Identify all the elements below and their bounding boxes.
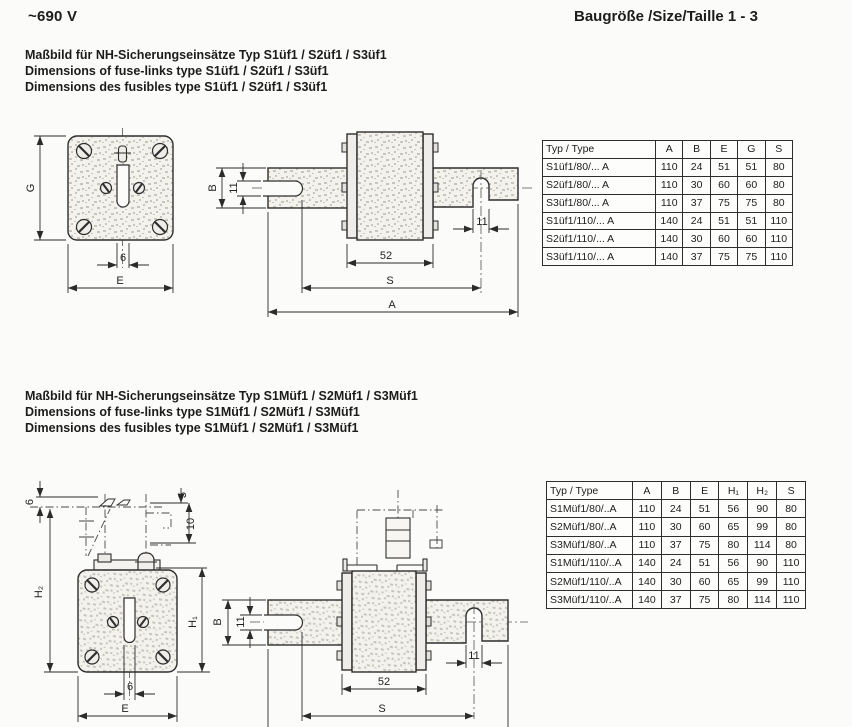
voltage-rating: ~690 V xyxy=(28,8,78,25)
value-cell: 110 xyxy=(633,518,662,536)
dim-label-11-right-1: 11 xyxy=(476,216,488,228)
column-header: H₂ xyxy=(748,482,777,500)
section1-title-en: Dimensions of fuse-links type S1üf1 / S2üf1 / S3üf1 xyxy=(25,64,329,78)
value-cell: 75 xyxy=(738,248,765,266)
value-cell: 60 xyxy=(710,176,737,194)
section1-title-block xyxy=(25,47,387,95)
type-cell: S3üf1/110/... A xyxy=(543,248,656,266)
dim-label-11-left-2: 11 xyxy=(235,616,247,628)
column-header: A xyxy=(633,482,662,500)
value-cell: 140 xyxy=(656,212,683,230)
value-cell: 90 xyxy=(748,500,777,518)
dim-label-e-2: E xyxy=(121,703,129,715)
value-cell: 24 xyxy=(683,158,710,176)
dim-label-6-bottom-1: 6 xyxy=(119,252,127,264)
type-cell: S3üf1/80/... A xyxy=(543,194,656,212)
table-row xyxy=(543,176,793,194)
dimensions-table-1 xyxy=(542,140,793,266)
table-row xyxy=(547,500,806,518)
table-header-row xyxy=(547,482,806,500)
dim-label-b-1: B xyxy=(207,184,219,192)
value-cell: 110 xyxy=(777,554,806,572)
value-cell: 51 xyxy=(710,158,737,176)
value-cell: 140 xyxy=(633,572,662,590)
value-cell: 110 xyxy=(777,572,806,590)
table-row xyxy=(547,572,806,590)
column-header: Typ / Type xyxy=(547,482,633,500)
value-cell: 24 xyxy=(683,212,710,230)
value-cell: 114 xyxy=(748,591,777,609)
value-cell: 37 xyxy=(661,536,690,554)
table-row xyxy=(543,158,793,176)
type-cell: S2üf1/80/... A xyxy=(543,176,656,194)
value-cell: 51 xyxy=(690,500,719,518)
value-cell: 110 xyxy=(656,194,683,212)
value-cell: 75 xyxy=(738,194,765,212)
column-header: E xyxy=(710,141,737,159)
value-cell: 80 xyxy=(777,500,806,518)
value-cell: 80 xyxy=(719,591,748,609)
column-header: S xyxy=(765,141,792,159)
type-cell: S1Müf1/110/..A xyxy=(547,554,633,572)
value-cell: 75 xyxy=(690,536,719,554)
value-cell: 80 xyxy=(777,518,806,536)
dim-label-5-2: 5 xyxy=(177,491,189,499)
value-cell: 51 xyxy=(690,554,719,572)
type-cell: S2Müf1/80/..A xyxy=(547,518,633,536)
dim-label-10-2: 10 xyxy=(185,517,197,531)
value-cell: 51 xyxy=(738,158,765,176)
dim-label-h1: H₁ xyxy=(187,616,199,628)
value-cell: 30 xyxy=(683,176,710,194)
table-row xyxy=(547,591,806,609)
dim-label-11-right-2: 11 xyxy=(468,650,480,662)
value-cell: 110 xyxy=(633,500,662,518)
value-cell: 60 xyxy=(690,518,719,536)
value-cell: 110 xyxy=(777,591,806,609)
value-cell: 99 xyxy=(748,518,777,536)
dim-label-b-2: B xyxy=(212,618,224,626)
value-cell: 60 xyxy=(690,572,719,590)
section2-title-de: Maßbild für NH-Sicherungseinsätze Typ S1Müf1 / S2Müf1 / S3Müf1 xyxy=(25,389,418,403)
value-cell: 24 xyxy=(661,500,690,518)
value-cell: 65 xyxy=(719,572,748,590)
type-cell: S2üf1/110/... A xyxy=(543,230,656,248)
dim-label-52-2: 52 xyxy=(377,676,391,688)
type-cell: S2Müf1/110/..A xyxy=(547,572,633,590)
dim-label-e-1: E xyxy=(116,275,124,287)
value-cell: 75 xyxy=(710,194,737,212)
dim-label-52-1: 52 xyxy=(379,250,393,262)
value-cell: 110 xyxy=(765,230,792,248)
column-header: S xyxy=(777,482,806,500)
dim-label-h2: H₂ xyxy=(33,585,45,599)
type-cell: S1üf1/80/... A xyxy=(543,158,656,176)
table-header-row xyxy=(543,141,793,159)
value-cell: 56 xyxy=(719,500,748,518)
value-cell: 75 xyxy=(690,591,719,609)
table-row xyxy=(543,212,793,230)
value-cell: 30 xyxy=(661,572,690,590)
table-row xyxy=(543,230,793,248)
section1-title-de: Maßbild für NH-Sicherungseinsätze Typ S1üf1 / S2üf1 / S3üf1 xyxy=(25,48,387,62)
value-cell: 60 xyxy=(710,230,737,248)
size-range-title: Baugröße /Size/Taille 1 - 3 xyxy=(574,8,758,25)
type-cell: S3Müf1/80/..A xyxy=(547,536,633,554)
value-cell: 110 xyxy=(765,248,792,266)
value-cell: 60 xyxy=(738,176,765,194)
value-cell: 37 xyxy=(661,591,690,609)
value-cell: 80 xyxy=(777,536,806,554)
value-cell: 90 xyxy=(748,554,777,572)
section2-title-en: Dimensions of fuse-links type S1Müf1 / S2Müf1 / S3Müf1 xyxy=(25,405,360,419)
value-cell: 37 xyxy=(683,248,710,266)
dim-label-s-1: S xyxy=(386,275,394,287)
dimensions-table-2 xyxy=(546,481,806,609)
value-cell: 51 xyxy=(710,212,737,230)
value-cell: 65 xyxy=(719,518,748,536)
table-row xyxy=(543,248,793,266)
table-row xyxy=(547,518,806,536)
value-cell: 110 xyxy=(633,536,662,554)
value-cell: 140 xyxy=(633,554,662,572)
value-cell: 30 xyxy=(661,518,690,536)
table-row xyxy=(547,536,806,554)
value-cell: 56 xyxy=(719,554,748,572)
value-cell: 80 xyxy=(765,158,792,176)
value-cell: 140 xyxy=(656,248,683,266)
column-header: H₁ xyxy=(719,482,748,500)
value-cell: 30 xyxy=(683,230,710,248)
dim-label-g: G xyxy=(25,183,37,193)
value-cell: 80 xyxy=(765,176,792,194)
value-cell: 24 xyxy=(661,554,690,572)
value-cell: 51 xyxy=(738,212,765,230)
table-row xyxy=(547,554,806,572)
fuse-front-view-1 xyxy=(68,128,173,268)
value-cell: 60 xyxy=(738,230,765,248)
value-cell: 99 xyxy=(748,572,777,590)
column-header: G xyxy=(738,141,765,159)
fuse-front-view-2 xyxy=(30,494,177,700)
value-cell: 80 xyxy=(765,194,792,212)
section2-title-block xyxy=(25,388,418,436)
fuse-side-view-1 xyxy=(252,132,532,296)
value-cell: 110 xyxy=(656,158,683,176)
type-cell: S3Müf1/110/..A xyxy=(547,591,633,609)
value-cell: 110 xyxy=(656,176,683,194)
value-cell: 140 xyxy=(633,591,662,609)
value-cell: 37 xyxy=(683,194,710,212)
dim-label-6-top-2: 6 xyxy=(24,498,36,506)
dim-label-11-left-1: 11 xyxy=(228,182,240,194)
column-header: B xyxy=(661,482,690,500)
value-cell: 75 xyxy=(710,248,737,266)
value-cell: 110 xyxy=(765,212,792,230)
dim-label-a-1: A xyxy=(388,299,396,311)
section2-title-fr: Dimensions des fusibles type S1Müf1 / S2Müf1 / S3Müf1 xyxy=(25,421,359,435)
column-header: A xyxy=(656,141,683,159)
column-header: E xyxy=(690,482,719,500)
column-header: Typ / Type xyxy=(543,141,656,159)
type-cell: S1üf1/110/... A xyxy=(543,212,656,230)
section1-title-fr: Dimensions des fusibles type S1üf1 / S2üf1 / S3üf1 xyxy=(25,80,328,94)
dim-label-6-bottom-2: 6 xyxy=(126,681,134,693)
column-header: B xyxy=(683,141,710,159)
value-cell: 114 xyxy=(748,536,777,554)
dim-label-s-2: S xyxy=(378,703,386,715)
table-row xyxy=(543,194,793,212)
value-cell: 140 xyxy=(656,230,683,248)
value-cell: 80 xyxy=(719,536,748,554)
type-cell: S1Müf1/80/..A xyxy=(547,500,633,518)
